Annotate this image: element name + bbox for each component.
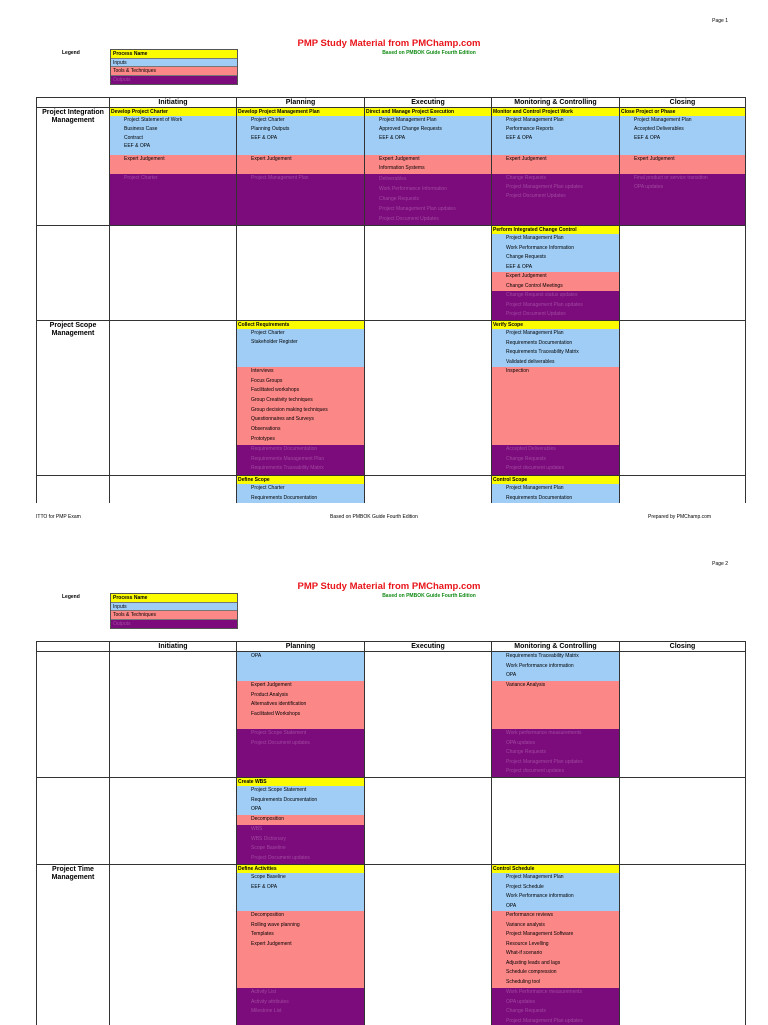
col-closing: Closing	[620, 98, 746, 108]
process-block	[237, 321, 364, 475]
process-block	[237, 778, 364, 864]
process-block	[237, 865, 364, 1025]
tool-item: Rolling wave planning	[237, 921, 364, 931]
tool-item: Performance reviews	[492, 911, 619, 921]
knowledge-area: Project Scope Management	[37, 321, 110, 476]
tool-item: Focus Groups	[237, 377, 364, 387]
output-item: Activity List	[237, 988, 364, 998]
process-block	[492, 652, 619, 777]
tool-item: Group decision making techniques	[237, 406, 364, 416]
tool-item: Information Systems	[365, 164, 491, 173]
input-item: Accepted Deliverables	[620, 125, 745, 134]
tool-item: Expert Judgement	[237, 681, 364, 691]
itto-table-page-2	[36, 641, 746, 1025]
input-item: Project Charter	[237, 484, 364, 494]
process-name: Define Activities	[237, 865, 364, 873]
itto-table-page-1	[36, 97, 746, 503]
output-item: Work Performance measurements	[492, 988, 619, 998]
output-item: Project Management Plan updates	[492, 301, 619, 311]
table-row	[37, 226, 746, 321]
input-item: OPA	[237, 805, 364, 815]
col-initiating: Initiating	[110, 98, 237, 108]
tool-item: Expert Judgement	[110, 155, 236, 164]
process-name: Define Scope	[237, 476, 364, 484]
process-name: Monitor and Control Project Work	[492, 108, 619, 116]
tool-item: Facilitated Workshops	[237, 710, 364, 720]
legend-outputs: Outputs	[111, 620, 237, 629]
document-title: PMP Study Material from PMChamp.com	[0, 38, 768, 49]
output-item: OPA updates	[492, 998, 619, 1008]
output-item: Change Requests	[492, 748, 619, 758]
input-item: Performance Reports	[492, 125, 619, 134]
output-item: Project Management Plan	[237, 174, 364, 183]
table-row	[37, 321, 746, 476]
process-name: Control Schedule	[492, 865, 619, 873]
input-item: Project Schedule	[492, 883, 619, 893]
input-item: Requirements Documentation	[237, 494, 364, 504]
legend-tools: Tools & Techniques	[111, 67, 237, 76]
input-item: Project Management Plan	[492, 234, 619, 244]
legend	[110, 593, 238, 629]
legend-label: Legend	[62, 594, 80, 600]
input-item: Project Management Plan	[492, 873, 619, 883]
process-block	[237, 476, 364, 503]
legend-inputs: Inputs	[111, 603, 237, 612]
process-block	[620, 108, 745, 225]
tool-item: Variance analysis	[492, 921, 619, 931]
output-item: Deliverables	[365, 174, 491, 184]
legend-process: Process Name	[111, 50, 237, 59]
tool-item: Expert Judgement	[365, 155, 491, 164]
col-planning: Planning	[237, 98, 365, 108]
tool-item: Variance Analysis	[492, 681, 619, 691]
input-item: Business Case	[110, 125, 236, 134]
input-item: Requirements Documentation	[492, 494, 619, 504]
tool-item: What-if scenario	[492, 949, 619, 959]
process-block	[237, 108, 364, 225]
input-item: Project Management Plan	[365, 116, 491, 125]
table-row	[37, 108, 746, 226]
table-header	[37, 642, 746, 652]
tool-item: Adjusting leads and lags	[492, 959, 619, 969]
col-monitoring: Monitoring & Controlling	[492, 642, 620, 652]
output-item: Project Document updates	[237, 739, 364, 749]
input-item: Validated deliverables	[492, 358, 619, 368]
tool-item: Expert Judgement	[620, 155, 745, 164]
document-subtitle: Based on PMBOK Guide Fourth Edition	[0, 593, 768, 599]
tool-item: Expert Judgement	[492, 272, 619, 282]
output-item: Project Charter	[110, 174, 236, 183]
input-item: Project Charter	[237, 329, 364, 338]
input-item: Project Charter	[237, 116, 364, 125]
output-item: OPA updates	[492, 739, 619, 749]
col-executing: Executing	[365, 98, 492, 108]
table-row	[37, 652, 746, 778]
input-item: EEF & OPA	[110, 142, 236, 151]
input-item: Requirements Documentation	[492, 339, 619, 349]
legend-inputs: Inputs	[111, 59, 237, 68]
input-item: Project Management Plan	[492, 329, 619, 339]
input-item: Project Scope Statement	[237, 786, 364, 796]
input-item: EEF & OPA	[237, 883, 364, 893]
input-item: Requirements Traceability Matrix	[492, 348, 619, 358]
page-number: Page 1	[712, 18, 728, 24]
output-item: Change Requests	[492, 455, 619, 465]
output-item: Requirements Traceability Matrix	[237, 464, 364, 474]
process-name: Collect Requirements	[237, 321, 364, 329]
legend	[110, 49, 238, 85]
tool-item: Observations	[237, 425, 364, 435]
process-name: Verify Scope	[492, 321, 619, 329]
input-item: EEF & OPA	[237, 134, 364, 143]
output-item: Activity attributes	[237, 998, 364, 1008]
table-row	[37, 476, 746, 503]
tool-item: Expert Judgement	[492, 155, 619, 164]
tool-item: Resource Levelling	[492, 940, 619, 950]
table-header	[37, 98, 746, 108]
tool-item: Expert Judgement	[237, 155, 364, 164]
input-item: Project Statement of Work	[110, 116, 236, 125]
output-item: Scope Baseline	[237, 844, 364, 854]
col-planning: Planning	[237, 642, 365, 652]
output-item: Work Performance Information	[365, 184, 491, 194]
tool-item: Questionnaires and Surveys	[237, 415, 364, 425]
process-name: Direct and Manage Project Execution	[365, 108, 491, 116]
output-item: Project Document Updates	[492, 310, 619, 320]
input-item: Work Performance Information	[492, 244, 619, 254]
output-item: WBS Dictionary	[237, 835, 364, 845]
footer-left: ITTO for PMP Exam	[36, 514, 81, 520]
document-title: PMP Study Material from PMChamp.com	[0, 581, 768, 592]
output-item: Project Scope Statement	[237, 729, 364, 739]
col-monitoring: Monitoring & Controlling	[492, 98, 620, 108]
process-name: Perform Integrated Change Control	[492, 226, 619, 234]
process-block	[492, 321, 619, 475]
output-item: Project Management Plan updates	[492, 758, 619, 768]
output-item: Final product or service transition	[620, 174, 745, 183]
input-item: EEF & OPA	[492, 263, 619, 273]
footer-center: Based on PMBOK Guide Fourth Edition	[330, 514, 418, 520]
process-name: Control Scope	[492, 476, 619, 484]
legend-tools: Tools & Techniques	[111, 611, 237, 620]
tool-item: Product Analysis	[237, 691, 364, 701]
input-item: Planning Outputs	[237, 125, 364, 134]
output-item: Project Document Updates	[492, 192, 619, 201]
document-subtitle: Based on PMBOK Guide Fourth Edition	[0, 50, 768, 56]
output-item: OPA updates	[620, 183, 745, 192]
process-block	[492, 108, 619, 225]
input-item: OPA	[492, 671, 619, 681]
output-item: Project document updates	[492, 464, 619, 474]
table-row	[37, 778, 746, 865]
input-item: OPA	[237, 652, 364, 662]
output-item: Project Management Plan updates	[492, 183, 619, 192]
input-item: Work Performance information	[492, 662, 619, 672]
knowledge-area: Project Integration Management	[37, 108, 110, 226]
input-item: Approved Change Requests	[365, 125, 491, 134]
process-block	[492, 476, 619, 503]
output-item: Milestone List	[237, 1007, 364, 1017]
col-executing: Executing	[365, 642, 492, 652]
page-number: Page 2	[712, 561, 728, 567]
input-item: Scope Baseline	[237, 873, 364, 883]
output-item: Change Requests	[492, 1007, 619, 1017]
output-item: Change Requests	[492, 174, 619, 183]
tool-item: Decomposition	[237, 815, 364, 825]
output-item: Requirements Management Plan	[237, 455, 364, 465]
knowledge-area: Project Time Management	[37, 865, 110, 1025]
output-item: Change Request status updates	[492, 291, 619, 301]
output-item: Requirements Documentation	[237, 445, 364, 455]
input-item: OPA	[492, 902, 619, 912]
tool-item: Expert Judgement	[237, 940, 364, 950]
output-item: Project Management Plan updates	[492, 1017, 619, 1025]
legend-label: Legend	[62, 50, 80, 56]
tool-item: Facilitated workshops	[237, 386, 364, 396]
tool-item: Prototypes	[237, 435, 364, 445]
tool-item: Schedule compression	[492, 968, 619, 978]
input-item: Change Requests	[492, 253, 619, 263]
input-item: Contract	[110, 134, 236, 143]
input-item: Project Management Plan	[492, 116, 619, 125]
tool-item: Interviews	[237, 367, 364, 377]
process-block	[492, 865, 619, 1025]
input-item: EEF & OPA	[492, 134, 619, 143]
table-row	[37, 865, 746, 1025]
input-item: Project Management Plan	[620, 116, 745, 125]
input-item: Work Performance information	[492, 892, 619, 902]
tool-item: Inspection	[492, 367, 619, 376]
process-name: Create WBS	[237, 778, 364, 786]
output-item: Work performance measurements	[492, 729, 619, 739]
input-item: EEF & OPA	[620, 134, 745, 143]
footer-right: Prepared by PMChamp.com	[648, 514, 711, 520]
input-item: EEF & OPA	[365, 134, 491, 143]
col-closing: Closing	[620, 642, 746, 652]
tool-item: Alternatives identification	[237, 700, 364, 710]
process-name: Develop Project Management Plan	[237, 108, 364, 116]
output-item: Project Document Updates	[365, 214, 491, 224]
tool-item: Project Management Software	[492, 930, 619, 940]
tool-item: Group Creativity techniques	[237, 396, 364, 406]
tool-item: Decomposition	[237, 911, 364, 921]
output-item: Change Requests	[365, 194, 491, 204]
process-block	[365, 108, 491, 225]
tool-item: Templates	[237, 930, 364, 940]
process-block	[110, 108, 236, 225]
process-name: Develop Project Charter	[110, 108, 236, 116]
output-item: WBS	[237, 825, 364, 835]
legend-process: Process Name	[111, 594, 237, 603]
output-item: Project document updates	[492, 767, 619, 775]
output-item: Accepted Deliverables	[492, 445, 619, 455]
tool-item: Scheduling tool	[492, 978, 619, 988]
tool-item: Change Control Meetings	[492, 282, 619, 292]
input-item: Project Management Plan	[492, 484, 619, 494]
output-item: Project Document updates	[237, 854, 364, 864]
input-item: Stakeholder Register	[237, 338, 364, 347]
process-block	[237, 652, 364, 777]
col-initiating: Initiating	[110, 642, 237, 652]
output-item: Project Management Plan updates	[365, 204, 491, 214]
legend-outputs: Outputs	[111, 76, 237, 85]
input-item: Requirements Traceability Matrix	[492, 652, 619, 662]
process-block	[492, 226, 619, 320]
process-name: Close Project or Phase	[620, 108, 745, 116]
input-item: Requirements Documentation	[237, 796, 364, 806]
